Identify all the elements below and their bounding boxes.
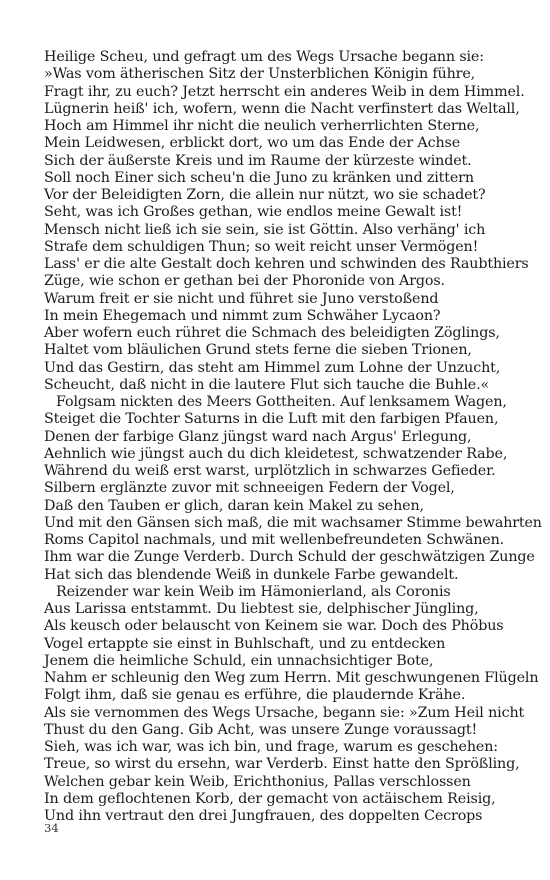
- text-line: Züge, wie schon er gethan bei der Phoronide von Argos.: [44, 273, 445, 290]
- text-line: »Was vom ätherischen Sitz der Unsterblichen Königin führe,: [44, 66, 476, 83]
- text-line: Seht, was ich Großes gethan, wie endlos meine Gewalt ist!: [44, 204, 463, 221]
- text-line: Thust du den Gang. Gib Acht, was unsere Zunge voraussagt!: [44, 721, 478, 738]
- text-line: Und das Gestirn, das steht am Himmel zum Lohne der Unzucht,: [44, 359, 501, 376]
- text-line: Daß den Tauben er glich, daran kein Makel zu sehen,: [44, 497, 424, 514]
- text-line: Jenem die heimliche Schuld, ein unnachsichtiger Bote,: [44, 652, 434, 669]
- text-line: Steiget die Tochter Saturns in die Luft mit den farbigen Pfauen,: [44, 411, 499, 428]
- text-line: Hat sich das blendende Weiß in dunkele Farbe gewandelt.: [44, 566, 459, 583]
- text-line: Haltet vom bläulichen Grund stets ferne die sieben Trionen,: [44, 342, 472, 359]
- text-line: Folgt ihm, daß sie genau es erführe, die plaudernde Krähe.: [44, 687, 466, 704]
- text-line: Welchen gebar kein Weib, Erichthonius, Pallas verschlossen: [44, 773, 471, 790]
- text-line: Aehnlich wie jüngst auch du dich kleidetest, schwatzender Rabe,: [44, 445, 508, 462]
- poem-text: [44, 49, 542, 825]
- text-line: Vogel ertappte sie einst in Buhlschaft, und zu entdecken: [44, 635, 446, 652]
- text-line: Und mit den Gänsen sich maß, die mit wachsamer Stimme bewahrten: [44, 514, 542, 531]
- text-line: Strafe dem schuldigen Thun; so weit reicht unser Vermögen!: [44, 238, 479, 255]
- text-line: In mein Ehegemach und nimmt zum Schwäher Lycaon?: [44, 307, 441, 324]
- text-line: Vor der Beleidigten Zorn, die allein nur nützt, wo sie schadet?: [44, 187, 486, 203]
- text-line: Roms Capitol nachmals, und mit wellenbefreundeten Schwänen.: [44, 532, 505, 548]
- text-line: Als sie vernommen des Wegs Ursache, begann sie: »Zum Heil nicht: [44, 704, 525, 721]
- page-number: 34: [44, 821, 59, 835]
- text-line: Denen der farbige Glanz jüngst ward nach Argus' Erlegung,: [44, 428, 472, 445]
- text-line: Aus Larissa entstammt. Du liebtest sie, delphischer Jüngling,: [44, 601, 479, 617]
- text-line: Sieh, was ich war, was ich bin, und frage, warum es geschehen:: [44, 739, 498, 755]
- text-line: Folgsam nickten des Meers Gottheiten. Auf lenksamem Wagen,: [56, 394, 507, 410]
- text-line: Soll noch Einer sich scheu'n die Juno zu kränken und zittern: [44, 169, 474, 186]
- text-line: Silbern erglänzte zuvor mit schneeigen Federn der Vogel,: [44, 480, 455, 497]
- text-line: Als keusch oder belauscht von Keinem sie war. Doch des Phöbus: [44, 618, 504, 635]
- text-line: Reizender war kein Weib im Hämonierland, als Coronis: [56, 583, 451, 600]
- text-line: Mensch nicht ließ ich sie sein, sie ist Göttin. Also verhäng' ich: [44, 221, 486, 238]
- text-line: Treue, so wirst du ersehn, war Verderb. Einst hatte den Sprößling,: [44, 756, 520, 773]
- text-line: Heilige Scheu, und gefragt um des Wegs Ursache begann sie:: [44, 49, 484, 65]
- text-line: Ihm war die Zunge Verderb. Durch Schuld der geschwätzigen Zunge: [44, 549, 535, 566]
- text-line: Während du weiß erst warst, urplötzlich in schwarzes Gefieder.: [44, 463, 496, 479]
- text-line: Sich der äußerste Kreis und im Raume der kürzeste windet.: [44, 152, 472, 169]
- text-line: Nahm er schleunig den Weg zum Herrn. Mit geschwungenen Flügeln: [44, 670, 539, 686]
- text-line: Scheucht, daß nicht in die lautere Flut sich tauche die Buhle.«: [44, 376, 490, 393]
- text-line: Warum freit er sie nicht und führet sie Juno verstoßend: [44, 290, 439, 307]
- text-line: In dem geflochtenen Korb, der gemacht von actäischem Reisig,: [44, 790, 496, 807]
- text-line: Lass' er die alte Gestalt doch kehren und schwinden des Raubthiers: [44, 256, 529, 272]
- text-line: Hoch am Himmel ihr nicht die neulich verherrlichten Sterne,: [44, 118, 480, 134]
- text-line: Fragt ihr, zu euch? Jetzt herrscht ein anderes Weib in dem Himmel.: [44, 83, 525, 100]
- text-line: Und ihn vertraut den drei Jungfrauen, des doppelten Cecrops: [44, 808, 483, 824]
- text-line: Lügnerin heiß' ich, wofern, wenn die Nacht verfinstert das Weltall,: [44, 100, 520, 117]
- text-line: Mein Leidwesen, erblickt dort, wo um das Ende der Achse: [44, 135, 461, 152]
- text-line: Aber wofern euch rühret die Schmach des beleidigten Zöglings,: [44, 325, 500, 341]
